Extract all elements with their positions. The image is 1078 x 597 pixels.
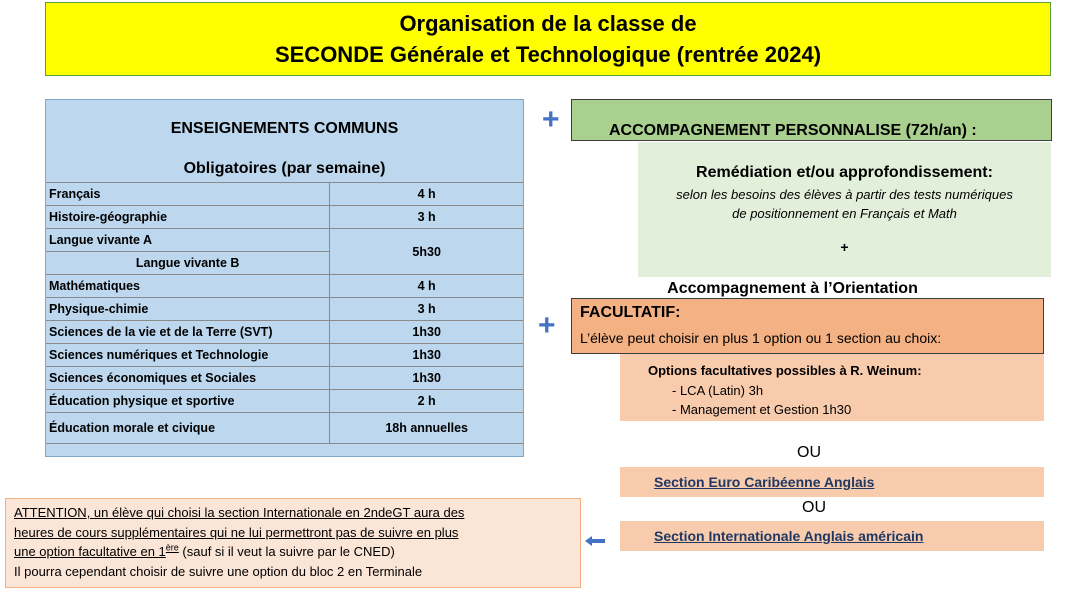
subject-hours: 1h30	[330, 321, 523, 344]
arrow-left-icon	[585, 531, 605, 551]
subject-name: Physique-chimie	[46, 298, 330, 321]
subject-name: Sciences économiques et Sociales	[46, 367, 330, 390]
attention-superscript: ère	[165, 542, 179, 553]
subject-name: Mathématiques	[46, 275, 330, 298]
remediation-line-1: selon les besoins des élèves à partir des tests numériques	[676, 187, 1013, 202]
table-row	[46, 275, 523, 298]
subject-hours: 4 h	[330, 275, 523, 298]
subject-hours: 3 h	[330, 206, 523, 229]
attention-line-3	[14, 542, 580, 562]
subjects-table	[46, 182, 523, 444]
orientation-label: Accompagnement à l’Orientation	[667, 280, 918, 297]
remediation-box	[638, 142, 1051, 277]
accompaniment-heading-box	[571, 99, 1052, 141]
optional-title: FACULTATIF:	[580, 304, 681, 321]
optional-description: L’élève peut choisir en plus 1 option ou 1 section au choix:	[580, 330, 942, 346]
table-row	[46, 367, 523, 390]
subject-name: Éducation physique et sportive	[46, 390, 330, 413]
remediation-line-2: de positionnement en Français et Math	[732, 206, 957, 221]
attention-note	[5, 498, 581, 588]
page-title-banner	[45, 2, 1051, 76]
section-euro-link[interactable]: Section Euro Caribéenne Anglais	[620, 467, 1044, 497]
attention-line-3-end: (sauf si il veut la suivre par le CNED)	[178, 544, 395, 559]
section-international-link[interactable]: Section Internationale Anglais américain	[620, 521, 1044, 551]
list-item: - LCA (Latin) 3h	[672, 381, 851, 400]
subject-hours: 3 h	[330, 298, 523, 321]
subject-name: Histoire-géographie	[46, 206, 330, 229]
table-row	[46, 390, 523, 413]
table-row	[46, 206, 523, 229]
accompaniment-heading: ACCOMPAGNEMENT PERSONNALISE (72h/an) :	[609, 122, 977, 139]
subject-name: Français	[46, 183, 330, 206]
subject-name: Sciences numériques et Technologie	[46, 344, 330, 367]
optional-box	[571, 298, 1044, 354]
attention-line-4: Il pourra cependant choisir de suivre une option du bloc 2 en Terminale	[14, 563, 423, 579]
common-teachings-heading: ENSEIGNEMENTS COMMUNS	[170, 120, 399, 137]
subject-name: Sciences de la vie et de la Terre (SVT)	[46, 321, 330, 344]
attention-line-2: heures de cours supplémentaires qui ne lui permettront pas de suivre en plus	[14, 524, 459, 540]
subject-hours: 5h30	[330, 229, 523, 275]
options-box	[620, 354, 1044, 421]
common-teachings-panel	[45, 99, 524, 457]
remediation-title: Remédiation et/ou approfondissement:	[696, 164, 993, 181]
title-line-2: SECONDE Générale et Technologique (rentrée 2024)	[274, 42, 822, 67]
remediation-description	[648, 185, 1041, 223]
subject-hours: 18h annuelles	[330, 413, 523, 444]
subject-name: Langue vivante B	[46, 252, 330, 275]
remediation-plus: +	[840, 239, 849, 255]
or-separator: OU	[797, 444, 821, 461]
attention-line-1: ATTENTION, un élève qui choisi la section Internationale en 2ndeGT aura des	[14, 505, 465, 520]
subject-hours: 4 h	[330, 183, 523, 206]
subject-hours: 1h30	[330, 367, 523, 390]
subject-name: Langue vivante A	[46, 229, 330, 252]
attention-line-3-start: une option facultative en 1	[14, 544, 166, 559]
plus-icon: +	[538, 309, 556, 342]
options-title: Options facultatives possibles à R. Weinum:	[648, 363, 922, 378]
table-row	[46, 183, 523, 206]
table-row	[46, 298, 523, 321]
table-row	[46, 321, 523, 344]
common-teachings-subheading: Obligatoires (par semaine)	[183, 160, 386, 177]
options-list	[672, 381, 851, 419]
subject-hours: 1h30	[330, 344, 523, 367]
title-line-1: Organisation de la classe de	[399, 11, 697, 36]
or-separator: OU	[802, 499, 826, 516]
table-row	[46, 413, 523, 444]
plus-icon: +	[542, 103, 560, 136]
list-item: - Management et Gestion 1h30	[672, 400, 851, 419]
table-row	[46, 229, 523, 252]
subject-hours: 2 h	[330, 390, 523, 413]
table-row	[46, 344, 523, 367]
subject-name: Éducation morale et civique	[46, 413, 330, 444]
